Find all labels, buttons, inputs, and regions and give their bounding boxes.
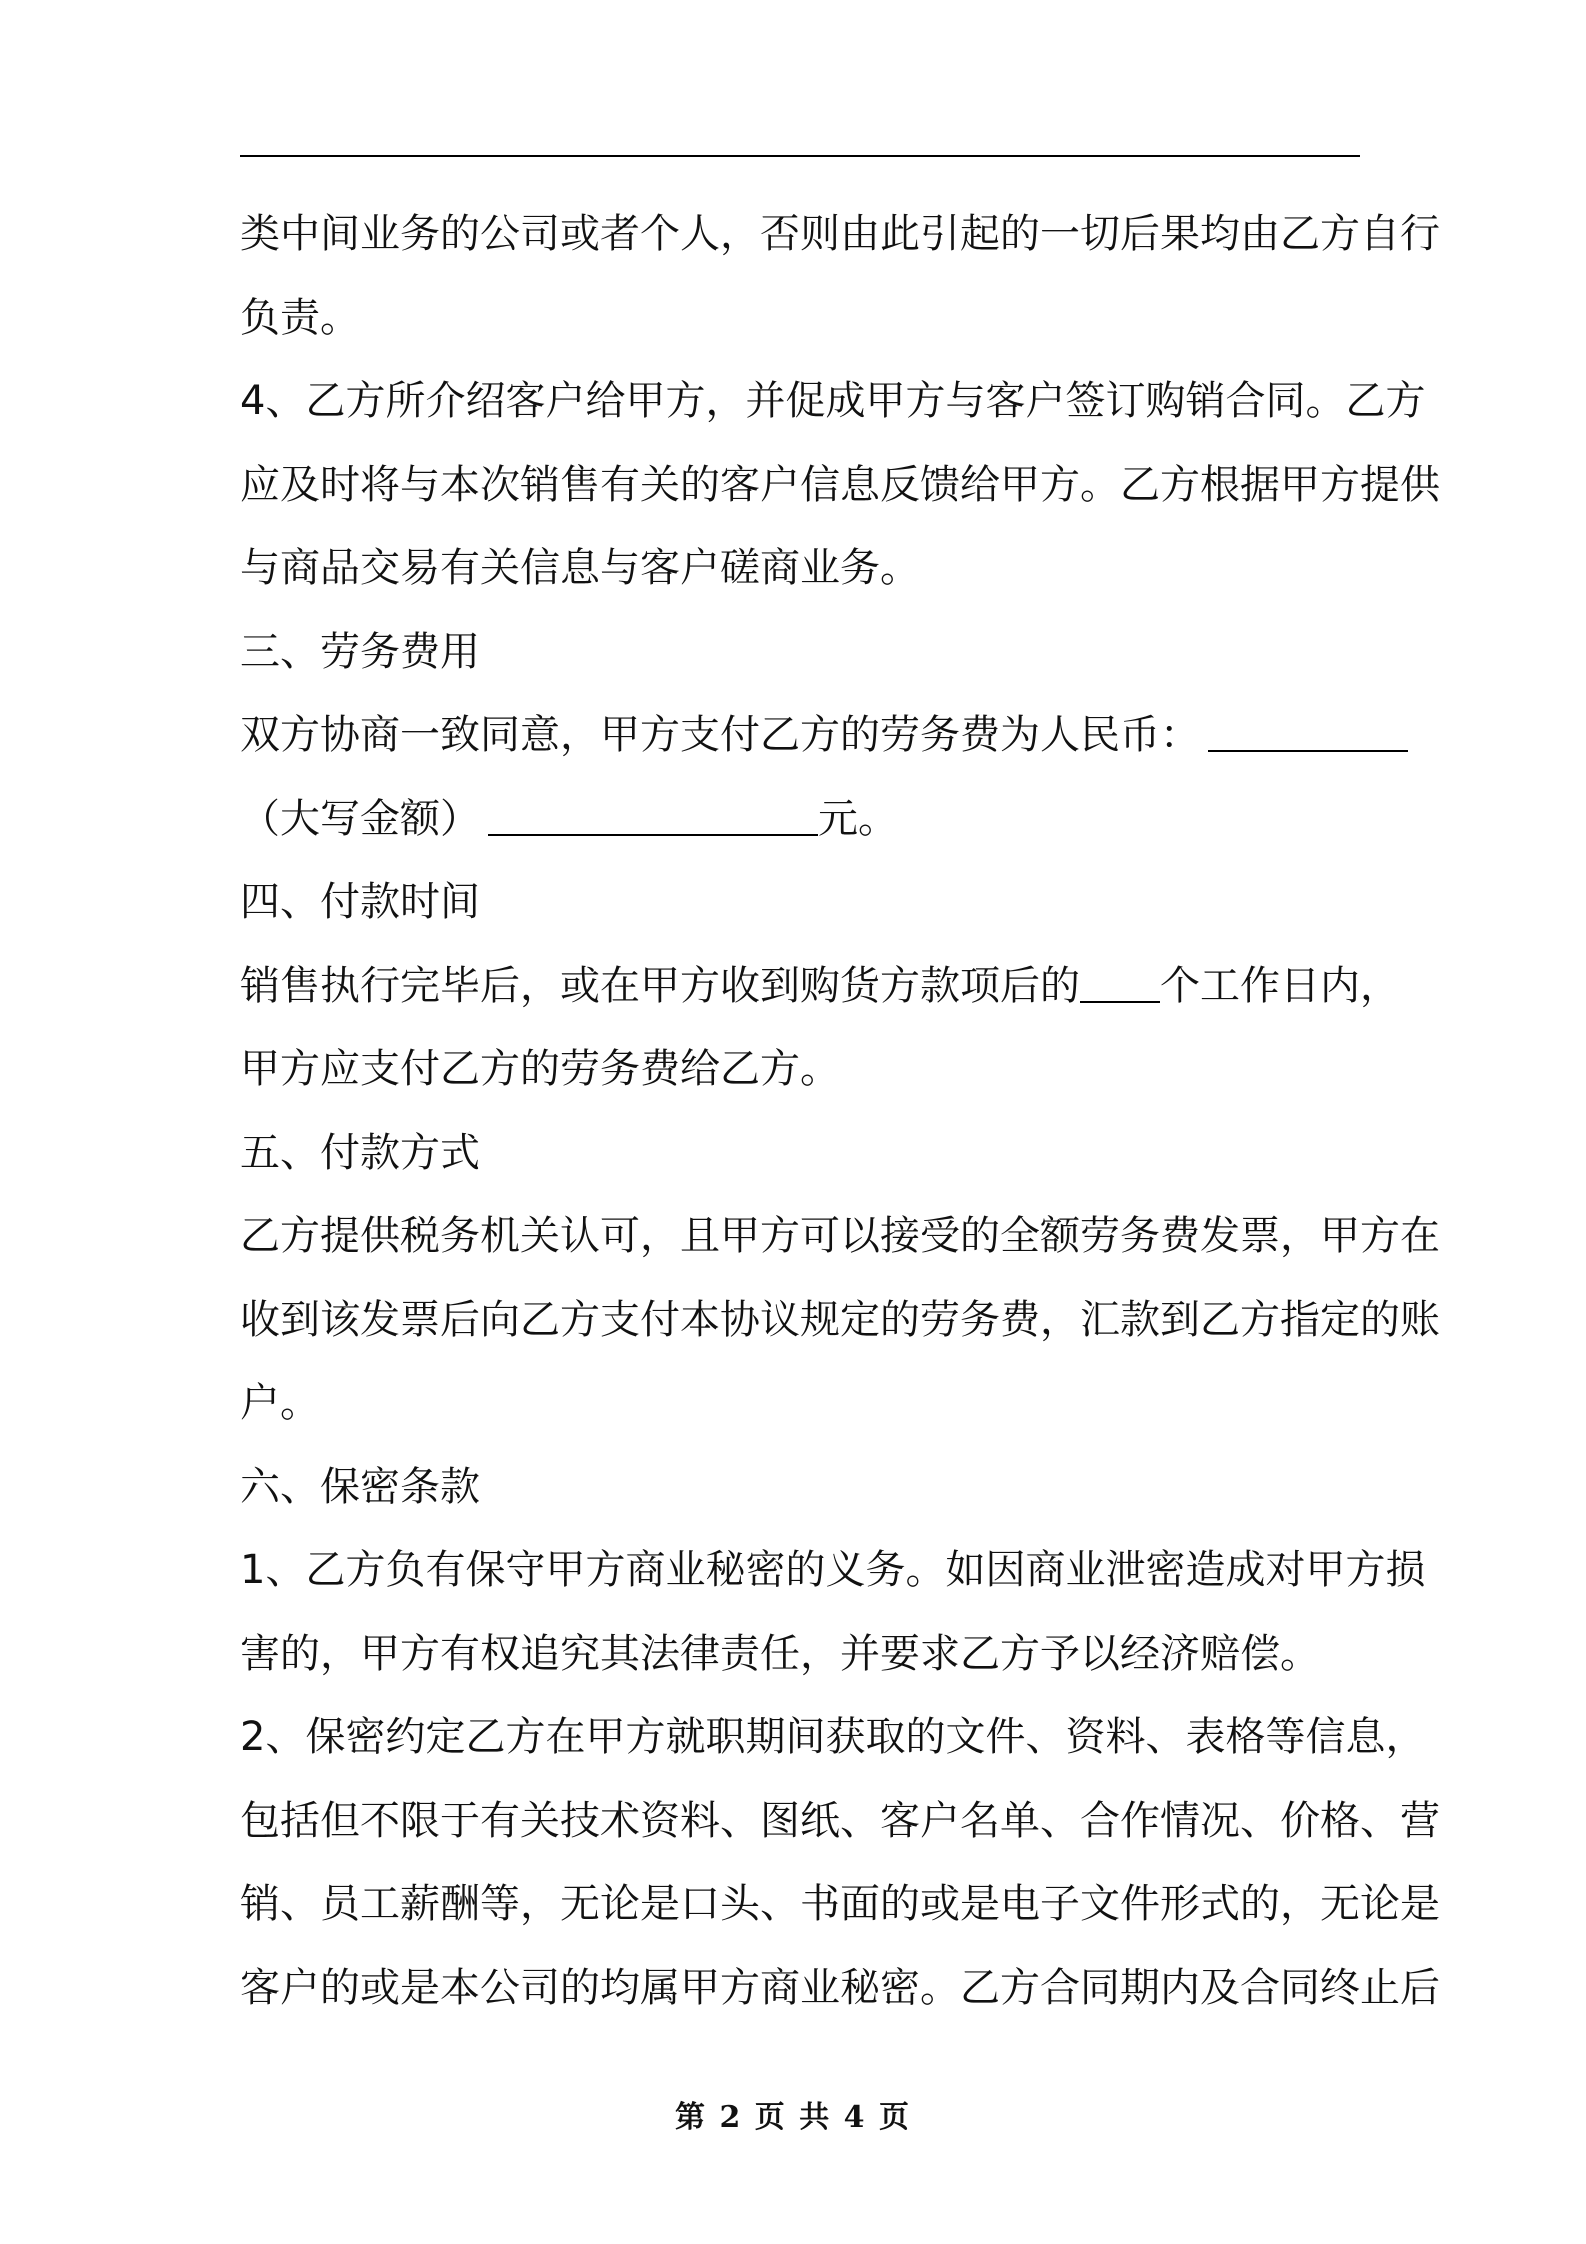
text-line: 1、乙方负有保守甲方商业秘密的义务。如因商业泄密造成对甲方损 xyxy=(240,1547,1426,1593)
fee-daxie-line xyxy=(240,778,1360,862)
daxie-label: （大写金额） xyxy=(240,795,480,842)
section-heading-fees: 三、劳务费用 xyxy=(240,628,480,675)
text-line: 收到该发票后向乙方支付本协议规定的劳务费，汇款到乙方指定的账 xyxy=(240,1296,1440,1343)
fee-amount-line xyxy=(240,694,1360,778)
text-line: 害的，甲方有权追究其法律责任，并要求乙方予以经济赔偿。 xyxy=(240,1630,1320,1677)
text-line: 包括但不限于有关技术资料、图纸、客户名单、合作情况、价格、营 xyxy=(240,1797,1440,1844)
payment-time-line xyxy=(240,945,1400,1029)
text-line: 负责。 xyxy=(240,294,360,341)
document-body xyxy=(240,193,1440,2030)
text-line: 客户的或是本公司的均属甲方商业秘密。乙方合同期内及合同终止后 xyxy=(240,1964,1440,2011)
text-line: 2、保密约定乙方在甲方就职期间获取的文件、资料、表格等信息， xyxy=(240,1714,1426,1760)
text-line: 甲方应支付乙方的劳务费给乙方。 xyxy=(240,1046,840,1092)
text-line: 户。 xyxy=(240,1380,320,1426)
daxie-amount-blank xyxy=(488,794,818,836)
text-line: 类中间业务的公司或者个人，否则由此引起的一切后果均由乙方自行 xyxy=(240,211,1440,257)
fee-amount-text: 双方协商一致同意，甲方支付乙方的劳务费为人民币： xyxy=(240,712,1200,758)
section-heading-payment-method: 五、付款方式 xyxy=(240,1129,480,1176)
text-line: 销、员工薪酬等，无论是口头、书面的或是电子文件形式的，无论是 xyxy=(240,1881,1440,1927)
page-number: 第 2 页 共 4 页 xyxy=(675,2100,911,2135)
fee-amount-blank xyxy=(1208,710,1408,752)
text-line: 乙方提供税务机关认可，且甲方可以接受的全额劳务费发票，甲方在 xyxy=(240,1213,1440,1259)
section-heading-confidentiality: 六、保密条款 xyxy=(240,1463,480,1510)
text-line: 与商品交易有关信息与客户磋商业务。 xyxy=(240,545,920,591)
text-line: 4、乙方所介绍客户给甲方，并促成甲方与客户签订购销合同。乙方 xyxy=(240,378,1426,424)
daxie-suffix: 元。 xyxy=(818,795,898,842)
text-line: 应及时将与本次销售有关的客户信息反馈给甲方。乙方根据甲方提供 xyxy=(240,461,1440,508)
payment-time-text-after: 个工作日内， xyxy=(1160,962,1400,1009)
working-days-blank xyxy=(1080,961,1160,1003)
header-rule xyxy=(240,155,1360,157)
payment-time-text-before: 销售执行完毕后，或在甲方收到购货方款项后的 xyxy=(240,962,1080,1009)
section-heading-payment-time: 四、付款时间 xyxy=(240,879,480,925)
